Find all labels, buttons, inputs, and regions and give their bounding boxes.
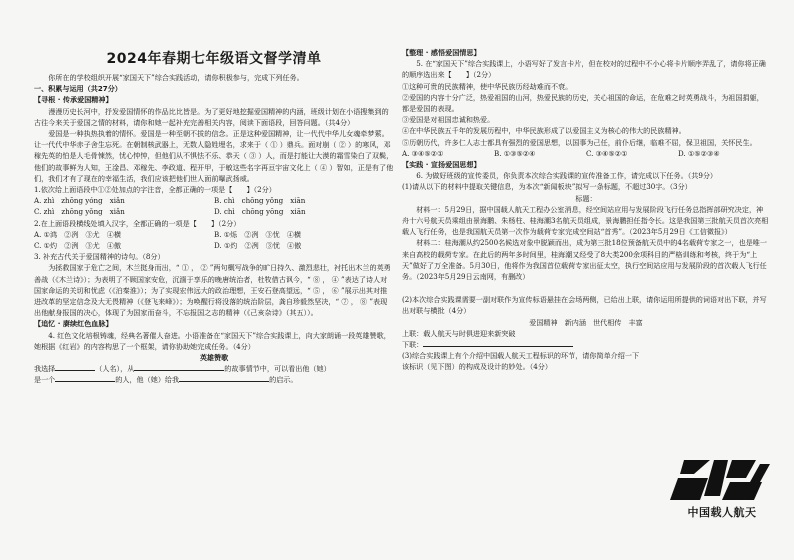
q2-option-b[interactable]: B. ①烁 ②冽 ③忧 ④横 [214, 229, 302, 239]
china-manned-space-logo [670, 456, 774, 520]
question-2-options [34, 229, 394, 240]
hero-line-2a: 是一个 [34, 375, 56, 385]
hero-line-2 [34, 374, 394, 385]
q1-option-b[interactable]: B. chì chōng yǒng xiān [214, 196, 306, 206]
question-1: 1.依次给上面语段中①②处加点的字注音，全都正确的一项是【 】（2分） [34, 185, 276, 195]
upper-couplet [402, 328, 770, 339]
material-1: 材料一：5月29日，据中国载人航天工程办公室消息，经空间站应用与发展阶段飞行任务总指挥部研究决定，神舟十六号航天员乘组由景海鹏、朱杨柱、桂海潮3名航天员组成，景海鹏担任指令长。这是我国第三批航天员首次亮相载人飞行任务，也是我国航天员第一次作为载荷专家完成空间站“首秀”。（2023年5月29日《工信微报》） [402, 204, 769, 237]
question-6-part-3: (3)综合实践课上有个介绍中国载人航天工程标识的环节，请你简单介绍一下该标识（见下图）的构成及设计的妙处。（4分） [402, 351, 640, 372]
q2-option-d[interactable]: D. ①灼 ②冽 ③忧 ④傲 [214, 241, 302, 251]
q5-option-d[interactable]: D. ①⑤②③④ [678, 148, 720, 158]
hero-title: 英雄赞歌 [199, 353, 229, 363]
q5-option-b[interactable]: B. ①③⑤②④ [494, 148, 536, 158]
hero-line-2b: 的人，他（她）给我 [115, 375, 180, 385]
question-5: 5. 在“家国天下”综合实践课上，小语写好了发言卡片，但在校对的过程中不小心将卡片顺序弄乱了，请你将正确的顺序选出来【 】（2分） [402, 59, 766, 80]
headline-label[interactable]: 标题： [575, 193, 597, 203]
page-title: 2024年春期七年级语文督学清单 [106, 51, 322, 67]
hero-line-1c: 的故事情节中，可以看出他（她） [224, 364, 331, 374]
q1-option-c[interactable]: C. zhì zhōng yǒng xiǎn [34, 207, 125, 217]
question-1-options [34, 195, 394, 206]
right-column [402, 47, 770, 373]
q5-item-2: ②爱国的内容十分广泛，热爱祖国的山河，热爱民族的历史，关心祖国的命运，在危难之时英勇战斗，为祖国捐躯，都是爱国的表现。 [402, 92, 764, 114]
block-heading-practice: 【实践 · 宣扬爱国思想】 [402, 160, 481, 170]
left-column [34, 0, 394, 386]
q2-option-a[interactable]: A. ①鸿 ②冽 ③尤 ④横 [34, 229, 121, 239]
block-heading-red-culture: 【追忆 · 赓续红色血脉】 [34, 319, 113, 329]
lower-couplet [402, 339, 770, 350]
paragraph-3: 为拯救国家于危亡之间，木兰挺身而出，“ ① ， ② ”两句概写战争的旷日持久、激烈悲壮，衬托出木兰的英勇善战（《木兰诗》）；为表明了不顾国家安危，沉湎于享乐的晚唐统治者，杜牧借古讽今，“ ⑧ ， ④ ”表达了诗人对国家命运的关切和忧虑（《泊秦淮》）；为了实现宏伟远大的政治理想，王安石登高望远，“ ⑤ ， ⑥ ”展示出其对推进改革的坚定信念及大无畏精神（《登飞来峰》）；为唤醒行将没落的统治阶层，龚自珍毅然坚决，“ ⑦ ， ⑧ ”表现出他献身报国的决心，体现了为国家而奋斗，不忘报国之志的精神（《己亥杂诗》（其五））。 [34, 263, 391, 318]
upper-couplet-label: 上联： [402, 328, 424, 338]
hero-line-1 [34, 363, 394, 374]
question-6-part-1: (1)请从以下的材料中提取关键信息，为本次“新闻板块”拟写一条标题，不超过30字。（3分） [402, 182, 692, 192]
q5-item-1: ①这种可贵的民族精神，使中华民族历经劫难而不衰。 [402, 81, 573, 91]
question-2: 2.在上面语段横线处填入汉字，全都正确的一项是【 】（2分） [34, 218, 241, 228]
couplet-words: 爱国精神 新内涵 世代相传 丰富 [529, 317, 643, 327]
lower-couplet-label: 下联： [402, 340, 424, 350]
lower-couplet-blank[interactable] [423, 346, 573, 347]
hero-lesson-blank[interactable] [179, 381, 269, 382]
question-3: 3. 补充古代关于爱国精神的诗句。（8分） [34, 252, 165, 262]
paragraph-1: 漫漫历史长河中，抒发爱国情怀的作品比比皆是。为了更好地挖掘爱国精神的内涵，班级计划在小语搜集到的古往今来关于爱国之情的材料，请你和她一起补充完善相关内容，阅读下面语段，回答问题。（共4分） [34, 106, 389, 127]
question-2-options-row2 [34, 240, 394, 251]
q1-option-a[interactable]: A. zhì zhōng yóng xiǎn [34, 196, 125, 206]
section-heading-1: 一、积累与运用（共27分） [34, 84, 122, 94]
q5-item-5: ⑤历朝历代，许多仁人志士都具有强烈的爱国思想，以国事为己任，前仆后继，临难不屈，保卫祖国，关怀民生。 [402, 137, 757, 147]
upper-couplet-text: 载人航天与时俱进迎来新突破 [423, 328, 516, 338]
question-6: 6. 为做好班级的宣传委员，你负责本次综合实践课的宣传准备工作，请完成以下任务。（共9分） [416, 171, 718, 181]
logo-text: 中国载人航天 [687, 506, 757, 519]
q5-option-a[interactable]: A. ③④⑤②① [402, 148, 444, 158]
question-1-options-row2 [34, 206, 394, 217]
intro-text: 你所在的学校组织开展“家国天下”综合实践活动，请你积极参与，完成下列任务。 [48, 73, 304, 82]
block-heading-patriotism: 【整理 · 感悟爱国情思】 [402, 48, 481, 57]
hero-line-1b: （人名），从 [95, 364, 135, 374]
logo-emblem-icon [670, 456, 774, 504]
paragraph-2: 爱国是一种执热执着的情怀。爱国是一种至朝不拔的信念。正是这种爱国精神，让一代代中华儿女魂牵梦萦。让一代代中华赤子舍生忘死。在朝制核武器上，无数人隐姓埋名，求来于（ ① ）鼎兵。面对崩（ ② ）的寒风，邓稼先英的怕是人毛骨悚然，忧心忡忡，但他们从不惧怯不乐、恭天（ ③ ）人，而是打能让大漠的霜雪染白了双鬓，他们的故事鲜为人知，王淦昌、邓稼先、李政道、程开甲，于敏这些名字再亘宇宙文化上（ ④ ）智如，正是有了他们，我们才有了现在的幸福生活，我们应该把他们世人面前曝武扬威。 [34, 129, 394, 183]
q5-item-4: ④在中华民族五千年的发展历程中，中华民族形成了以爱国主义为核心的伟大的民族精神。 [402, 126, 686, 136]
material-2: 材料二：桂海潮从约2500名候选对象中脱颖而出，成为第三批18位预备航天员中的4名载荷专家之一，也是唯一来自高校的载荷专家。在此后的两年多时间里，桂海潮又经受了8大类200余项科目的严格训练和考核，终于为“上天”做好了万全准备。5月30日，他将作为我国首位载荷专家出征太空，执行空间站应用与发展阶段的首次载人飞行任务。（2023年5月29日云南网，有删改） [402, 238, 767, 282]
q2-option-c[interactable]: C. ①灼 ②洌 ③尤 ④傲 [34, 241, 121, 251]
hero-line-1a: 我选择 [34, 364, 56, 374]
hero-line-2c: 的启示。 [269, 375, 298, 385]
q5-option-c[interactable]: C. ③④⑤②① [586, 148, 628, 158]
question-5-options [402, 148, 770, 159]
hero-trait-blank[interactable] [55, 381, 115, 382]
hero-name-blank[interactable] [55, 370, 95, 371]
block-heading-roots: 【寻根 · 传承爱国精神】 [34, 95, 113, 105]
hero-story-blank[interactable] [134, 370, 224, 371]
question-6-part-2: (2)本次综合实践课需要一副对联作为宣传标语悬挂在会场两侧，已给出上联，请你运用所提供的词语对出下联，并写出对联与横批（4分） [402, 295, 767, 316]
question-4: 4. 红色文化培根铸魂，经典名著催人奋进。小语准备在“家国天下”综合实践课上，向大家朗诵一段英雄赞歌，她根据《红岩》的内容构思了一个框架，请你协助她完成任务。（4分） [34, 330, 391, 351]
q5-item-3: ③爱国是对祖国忠诚和热爱。 [402, 115, 495, 125]
q1-option-d[interactable]: D. chì chōng yōng xiān [214, 207, 306, 217]
